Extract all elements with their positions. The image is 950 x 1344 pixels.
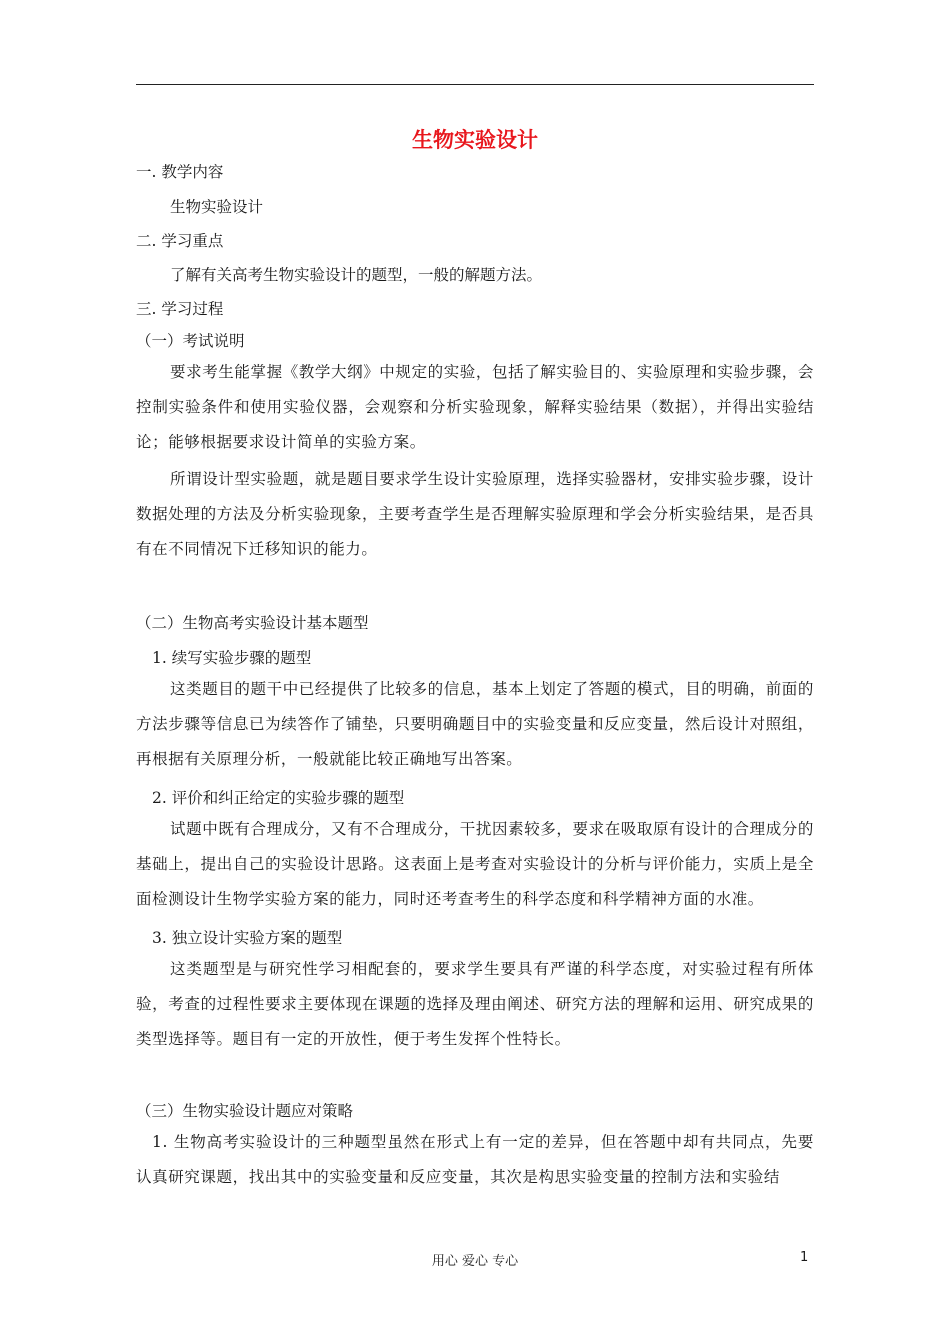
footer-motto: 用心 爱心 专心: [431, 1254, 519, 1269]
section-2-body: 了解有关高考生物实验设计的题型，一般的解题方法。: [170, 266, 543, 284]
part-2-item-1-label: 1. 续写实验步骤的题型: [152, 649, 312, 667]
part-2-item-3-label: 3. 独立设计实验方案的题型: [152, 929, 343, 947]
part-3-item-1-text: 1. 生物高考实验设计的三种题型虽然在形式上有一定的差异，但在答题中却有共同点，先要认真研究课题，找出其中的实验变量和反应变量，其次是构思实验变量的控制方法和实验结: [136, 1133, 814, 1186]
part-2-item-2-label: 2. 评价和纠正给定的实验步骤的题型: [152, 789, 405, 807]
header-rule: [136, 84, 814, 85]
section-3-heading: 三. 学习过程: [136, 300, 224, 318]
page-number: 1: [800, 1250, 809, 1265]
part-2-item-3-text: 这类题型是与研究性学习相配套的，要求学生要具有严谨的科学态度，对实验过程有所体验，考查的过程性要求主要体现在课题的选择及理由阐述、研究方法的理解和运用、研究成果的类型选择等。题目有一定的开放性，便于考生发挥个性特长。: [136, 960, 814, 1048]
section-1-heading: 一. 教学内容: [136, 163, 224, 181]
document-title: 生物实验设计: [412, 128, 538, 152]
part-2-heading: （二）生物高考实验设计基本题型: [136, 614, 369, 632]
part-1-heading: （一）考试说明: [136, 332, 245, 350]
section-1-body: 生物实验设计: [170, 198, 264, 216]
part-2-item-1-text: 这类题目的题干中已经提供了比较多的信息，基本上划定了答题的模式，目的明确，前面的方法步骤等信息已为续答作了铺垫，只要明确题目中的实验变量和反应变量，然后设计对照组，再根据有关原理分析，一般就能比较正确地写出答案。: [136, 680, 815, 768]
part-2-item-2-text: 试题中既有合理成分，又有不合理成分，干扰因素较多，要求在吸取原有设计的合理成分的基础上，提出自己的实验设计思路。这表面上是考查对实验设计的分析与评价能力，实质上是全面检测设计生物学实验方案的能力，同时还考查考生的科学态度和科学精神方面的水准。: [136, 820, 815, 908]
part-1-paragraph-1: 要求考生能掌握《教学大纲》中规定的实验，包括了解实验目的、实验原理和实验步骤，会控制实验条件和使用实验仪器，会观察和分析实验现象，解释实验结果（数据），并得出实验结论；能够根据要求设计简单的实验方案。: [136, 363, 815, 451]
section-2-heading: 二. 学习重点: [136, 232, 224, 250]
part-3-heading: （三）生物实验设计题应对策略: [136, 1102, 354, 1120]
part-1-paragraph-2: 所谓设计型实验题，就是题目要求学生设计实验原理，选择实验器材，安排实验步骤，设计数据处理的方法及分析实验现象，主要考查学生是否理解实验原理和学会分析实验结果，是否具有在不同情况下迁移知识的能力。: [136, 470, 815, 558]
